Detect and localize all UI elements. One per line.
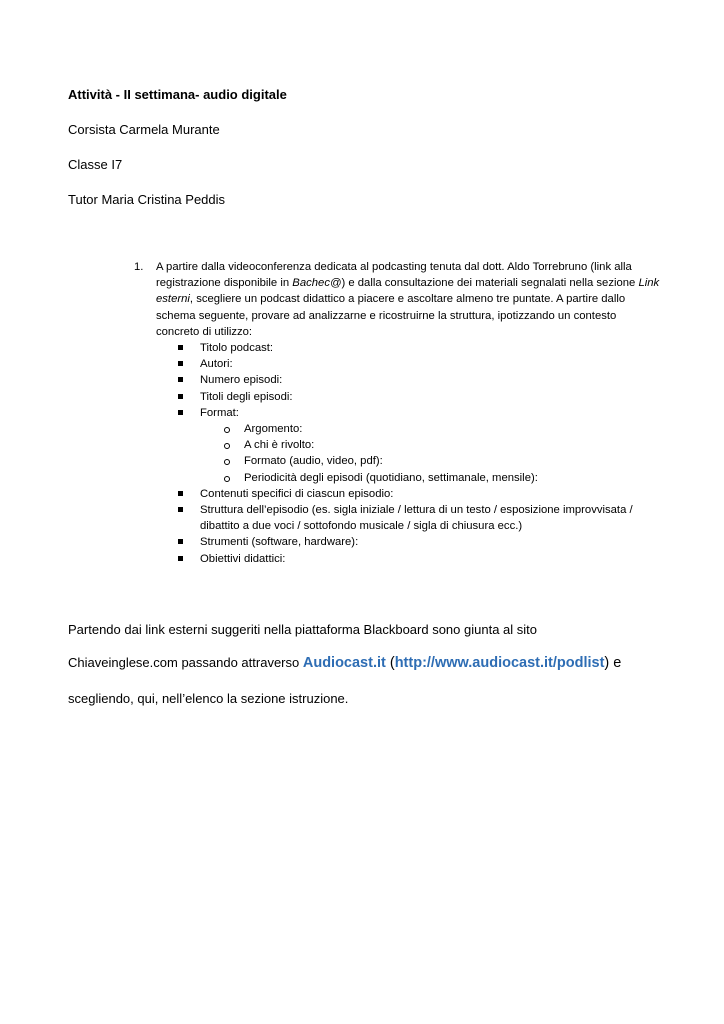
square-bullet-icon xyxy=(178,377,183,382)
square-bullet-icon xyxy=(178,361,183,366)
list-item-format xyxy=(156,405,660,486)
sublist-item-text: Formato (audio, video, pdf): xyxy=(244,455,383,468)
task-list xyxy=(134,259,660,567)
document-header xyxy=(68,86,287,226)
circle-bullet-icon xyxy=(224,476,230,482)
sublist-item xyxy=(156,453,660,469)
list-item xyxy=(156,372,660,388)
document-title: Attività - II settimana- audio digitale xyxy=(68,87,287,102)
task-text-part-3: , scegliere un podcast didattico a piacere e ascoltare almeno tre puntate. A partire dallo schema seguente, provare ad analizzarne e ricostruirne la struttura, ipotizzando un contesto concreto di utilizzo: xyxy=(156,293,626,338)
list-item-text: Strumenti (software, hardware): xyxy=(200,536,359,549)
circle-bullet-icon xyxy=(224,459,230,465)
list-item-text: Format: xyxy=(200,406,239,419)
list-item xyxy=(156,389,660,405)
body-paragraph-1: Partendo dai link esterni suggeriti nella piattaforma Blackboard sono giunta al sito xyxy=(68,622,537,637)
list-item xyxy=(156,534,660,550)
task-text-part-1: A partire dalla videoconferenza dedicata al podcasting tenuta dal dott. Aldo Torrebruno (link alla registrazione disponibile in xyxy=(156,261,632,290)
body-paragraph-3: scegliendo, qui, nell’elenco la sezione istruzione. xyxy=(68,691,349,706)
square-bullet-icon xyxy=(178,394,183,399)
task-item-1 xyxy=(134,259,660,567)
audiocast-url-link[interactable]: http://www.audiocast.it/podlist xyxy=(394,655,605,671)
square-bullet-icon xyxy=(178,345,183,350)
task-text-part-2: ) e dalla consultazione dei materiali segnalati nella sezione xyxy=(341,277,639,290)
line2-prefix: Chiaveinglese.com passando attraverso xyxy=(68,655,303,670)
list-item xyxy=(156,551,660,567)
schema-list xyxy=(156,340,660,567)
sublist-item xyxy=(156,437,660,453)
list-item xyxy=(156,486,660,502)
sublist-item xyxy=(156,470,660,486)
tutor-line: Tutor Maria Cristina Peddis xyxy=(68,192,226,207)
list-item-text: Titolo podcast: xyxy=(200,342,274,355)
square-bullet-icon xyxy=(178,410,183,415)
sublist-item-text: Argomento: xyxy=(244,423,303,436)
circle-bullet-icon xyxy=(224,443,230,449)
list-item-text: Contenuti specifici di ciascun episodio: xyxy=(200,487,394,500)
sublist-item xyxy=(156,421,660,437)
classe-line: Classe I7 xyxy=(68,157,123,172)
list-item-text: Obiettivi didattici: xyxy=(200,552,286,565)
open-paren: ( xyxy=(385,655,395,671)
list-item-text: Numero episodi: xyxy=(200,374,283,387)
list-item-text: Titoli degli episodi: xyxy=(200,390,293,403)
sublist-item-text: A chi è rivolto: xyxy=(244,439,315,452)
square-bullet-icon xyxy=(178,539,183,544)
circle-bullet-icon xyxy=(224,427,230,433)
list-item xyxy=(156,340,660,356)
task-number: 1. xyxy=(134,261,144,273)
sublist-item-text: Periodicità degli episodi (quotidiano, settimanale, mensile): xyxy=(244,471,538,484)
list-item xyxy=(156,356,660,372)
square-bullet-icon xyxy=(178,556,183,561)
body-paragraph-2 xyxy=(68,654,668,672)
square-bullet-icon xyxy=(178,507,183,512)
list-item-text: Struttura dell’episodio (es. sigla iniziale / lettura di un testo / esposizione improvvisata / dibattito a due voci / sottofondo musicale / sigla di chiusura ecc.) xyxy=(200,504,633,533)
task-description xyxy=(156,259,660,340)
corsista-line: Corsista Carmela Murante xyxy=(68,122,220,137)
close-paren: ) e xyxy=(604,655,622,671)
square-bullet-icon xyxy=(178,491,183,496)
list-item-text: Autori: xyxy=(200,358,233,371)
list-item xyxy=(156,502,660,534)
link-esterni-reference: Link esterni xyxy=(156,277,660,306)
bachec-reference: Bachec@ xyxy=(292,277,342,290)
audiocast-link[interactable]: Audiocast.it xyxy=(302,655,386,671)
format-sublist xyxy=(200,421,660,486)
